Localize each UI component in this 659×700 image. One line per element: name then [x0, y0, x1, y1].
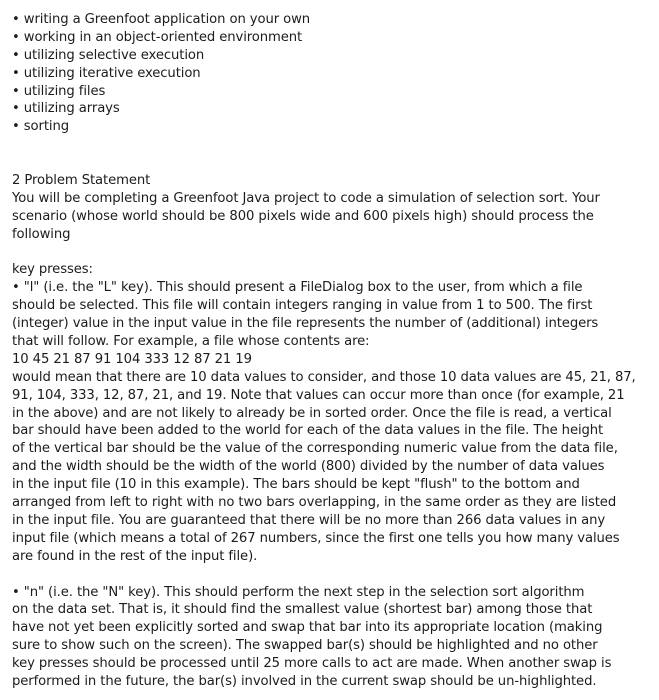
paragraph-line: scenario (whose world should be 800 pixels wide and 600 pixels high) should process the	[12, 208, 594, 224]
spacer	[12, 136, 659, 154]
objective-item: • working in an object-oriented environment	[12, 29, 303, 45]
paragraph-line: input file (which means a total of 267 numbers, since the first one tells you how many values	[12, 530, 620, 546]
paragraph-line: that will follow. For example, a file whose contents are:	[12, 334, 370, 350]
paragraph-line: arranged from left to right with no two bars overlapping, in the same order as they are listed	[12, 495, 617, 511]
key-press-l-section	[12, 261, 659, 565]
example-data-line: 10 45 21 87 91 104 333 12 87 21 19	[12, 351, 252, 367]
problem-statement	[12, 172, 659, 244]
objective-item: • sorting	[12, 119, 69, 135]
paragraph-line: in the input file. You are guaranteed that there will be no more than 266 data values in any	[12, 512, 606, 528]
spacer	[12, 154, 659, 172]
objective-item: • utilizing arrays	[12, 101, 120, 117]
paragraph-line: key presses:	[12, 262, 93, 278]
paragraph-line: of the vertical bar should be the value of the corresponding numeric value from the data file,	[12, 441, 618, 457]
objective-item: • utilizing iterative execution	[12, 65, 201, 81]
paragraph-line: You will be completing a Greenfoot Java project to code a simulation of selection sort. Your	[12, 190, 600, 206]
paragraph-line: performed in the future, the bar(s) involved in the current swap should be un-highlighted.	[12, 673, 597, 689]
paragraph-line: bar should have been added to the world for each of the data values in the file. The height	[12, 423, 604, 439]
paragraph-line: in the above) and are not likely to already be in sorted order. Once the file is read, a vertical	[12, 405, 612, 421]
objective-item: • utilizing selective execution	[12, 47, 205, 63]
paragraph-line: sure to show such on the screen). The swapped bar(s) should be highlighted and no other	[12, 638, 598, 654]
paragraph-line: • "n" (i.e. the "N" key). This should perform the next step in the selection sort algorithm	[12, 584, 585, 600]
objectives-list	[12, 11, 659, 136]
paragraph-line: key presses should be processed until 25 more calls to act are made. When another swap is	[12, 656, 612, 672]
paragraph-line: • "l" (i.e. the "L" key). This should present a FileDialog box to the user, from which a file	[12, 280, 583, 296]
spacer	[12, 566, 659, 584]
paragraph-line: would mean that there are 10 data values to consider, and those 10 data values are 45, 21, 87,	[12, 369, 636, 385]
paragraph-line: are found in the rest of the input file).	[12, 548, 258, 564]
paragraph-line: on the data set. That is, it should find the smallest value (shortest bar) among those that	[12, 602, 593, 618]
paragraph-line: and the width should be the width of the world (800) divided by the number of data values	[12, 459, 605, 475]
spacer	[12, 244, 659, 262]
key-press-n-section	[12, 584, 659, 691]
objective-item: • utilizing files	[12, 83, 106, 99]
paragraph-line: should be selected. This file will contain integers ranging in value from 1 to 500. The first	[12, 298, 593, 314]
paragraph-line: 91, 104, 333, 12, 87, 21, and 19. Note that values can occur more than once (for example, 21	[12, 387, 625, 403]
paragraph-line: (integer) value in the input value in the file represents the number of (additional) integers	[12, 316, 599, 332]
paragraph-line: following	[12, 226, 71, 242]
paragraph-line: have not yet been explicitly sorted and swap that bar into its appropriate location (making	[12, 620, 603, 636]
objective-item: • writing a Greenfoot application on your own	[12, 12, 311, 27]
section-heading: 2 Problem Statement	[12, 173, 151, 189]
paragraph-line: in the input file (10 in this example). The bars should be kept "flush" to the bottom and	[12, 477, 580, 493]
